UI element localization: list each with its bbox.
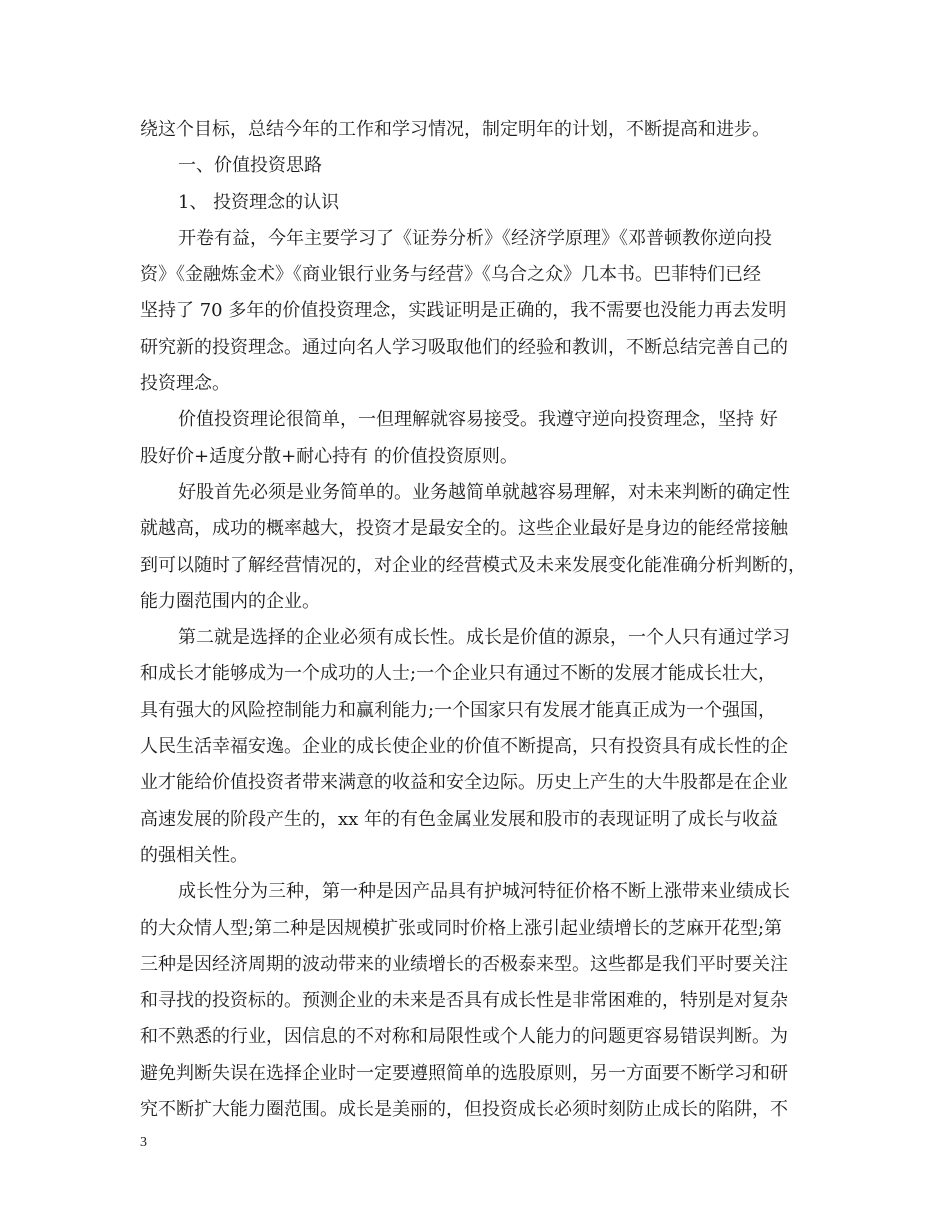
text-line: 价值投资理论很简单，一但理解就容易接受。我遵守逆向投资理念，坚持 好 [178, 409, 778, 431]
text-line: 和不熟悉的行业，因信息的不对称和局限性或个人能力的问题更容易错误判断。为 [140, 1026, 788, 1048]
text-line: 的强相关性。 [140, 844, 248, 866]
page-number: 3 [140, 1135, 147, 1150]
text-line: 业才能给价值投资者带来满意的收益和安全边际。历史上产生的大牛股都是在企业 [140, 772, 788, 794]
text-line: 股好价+适度分散+耐心持有 的价值投资原则。 [140, 445, 518, 467]
text-line: 到可以随时了解经营情况的，对企业的经营模式及未来发展变化能准确分析判断的， [140, 554, 806, 576]
text-line: 研究新的投资理念。通过向名人学习吸取他们的经验和教训，不断总结完善自己的 [140, 336, 788, 358]
text-line: 开卷有益，今年主要学习了《证券分析》《经济学原理》《邓普顿教你逆向投 [178, 227, 772, 249]
text-line: 投资理念。 [140, 373, 230, 395]
text-line: 高速发展的阶段产生的，xx 年的有色金属业发展和股市的表现证明了成长与收益 [140, 808, 779, 830]
text-line: 坚持了 70 多年的价值投资理念，实践证明是正确的，我不需要也没能力再去发明 [140, 300, 787, 322]
text-line: 就越高，成功的概率越大，投资才是最安全的。这些企业最好是身边的能经常接触 [140, 518, 788, 540]
text-line: 和寻找的投资标的。预测企业的未来是否具有成长性是非常困难的，特别是对复杂 [140, 990, 788, 1012]
text-line: 人民生活幸福安逸。企业的成长使企业的价值不断提高，只有投资具有成长性的企 [140, 736, 788, 758]
document-body [140, 112, 820, 1128]
text-line: 1、 投资理念的认识 [178, 191, 340, 213]
text-line: 一、价值投资思路 [178, 155, 322, 177]
text-line: 绕这个目标，总结今年的工作和学习情况，制定明年的计划，不断提高和进步。 [140, 119, 770, 140]
text-line: 和成长才能够成为一个成功的人士;一个企业只有通过不断的发展才能成长壮大， [140, 663, 777, 685]
text-line: 的大众情人型;第二种是因规模扩张或同时价格上涨引起业绩增长的芝麻开花型;第 [140, 917, 783, 939]
text-line: 好股首先必须是业务简单的。业务越简单就越容易理解，对未来判断的确定性 [178, 481, 790, 503]
text-line: 能力圈范围内的企业。 [140, 590, 320, 612]
text-line: 第二就是选择的企业必须有成长性。成长是价值的源泉，一个人只有通过学习 [178, 627, 790, 649]
text-line: 究不断扩大能力圈范围。成长是美丽的，但投资成长必须时刻防止成长的陷阱，不 [140, 1099, 788, 1121]
text-line: 避免判断失误在选择企业时一定要遵照简单的选股原则，另一方面要不断学习和研 [140, 1062, 788, 1084]
text-line: 三种是因经济周期的波动带来的业绩增长的否极泰来型。这些都是我们平时要关注 [140, 953, 788, 975]
text-line: 具有强大的风险控制能力和赢利能力;一个国家只有发展才能真正成为一个强国， [140, 699, 777, 721]
text-line: 资》《金融炼金术》《商业银行业务与经营》《乌合之众》几本书。巴菲特们已经 [140, 264, 761, 286]
text-line: 成长性分为三种，第一种是因产品具有护城河特征价格不断上涨带来业绩成长 [178, 881, 790, 903]
